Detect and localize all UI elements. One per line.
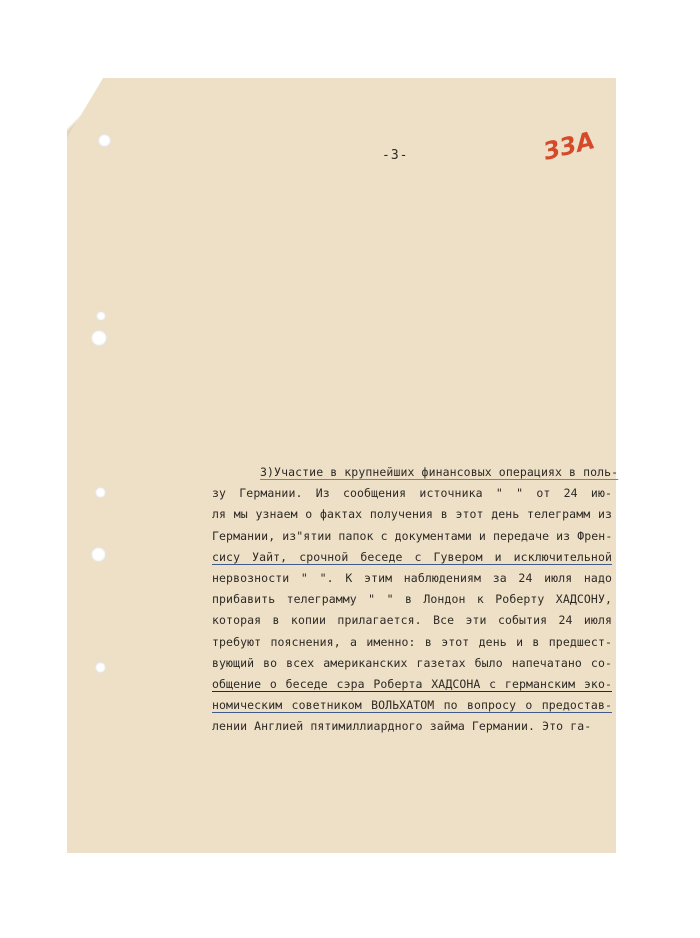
punch-hole-4: [95, 487, 106, 498]
page-number: -3-: [382, 148, 409, 163]
document-body: [212, 462, 619, 738]
text-line-13: лении Англией пятимиллиардного займа Германии. Это га-: [212, 719, 592, 734]
text-line-5: сису Уайт, срочной беседе с Гувером и исключительной: [212, 549, 612, 564]
text-line-4: Германии, из"ятии папок с документами и передаче из Френ-: [212, 528, 613, 543]
archive-number-handwritten: 33А: [540, 126, 598, 166]
text-line-3: ля мы узнаем о фактах получения в этот день телеграмм из: [212, 507, 612, 522]
punch-hole-1: [98, 134, 111, 147]
text-line-1: 3)Участие в крупнейших финансовых операциях в поль-: [260, 465, 619, 479]
text-line-2: зу Германии. Из сообщения источника " " от 24 ию-: [212, 486, 612, 501]
punch-hole-6: [95, 662, 106, 673]
punch-hole-5: [91, 547, 106, 562]
text-line-12: номическим советником ВОЛЬХАТОМ по вопросу о предостав-: [212, 698, 612, 713]
text-line-7: прибавить телеграмму " " в Лондон к Роберту ХАДСОНУ,: [212, 592, 612, 607]
text-line-11: общение о беседе сэра Роберта ХАДСОНА с германским эко-: [212, 677, 612, 692]
text-line-9: требуют пояснения, а именно: в этот день и в предшест-: [212, 634, 612, 649]
text-line-8: которая в копии прилагается. Все эти события 24 июля: [212, 613, 612, 628]
text-line-6: нервозности " ". К этим наблюдениям за 24 июля надо: [212, 571, 612, 586]
punch-hole-3: [91, 330, 107, 346]
text-line-10: вующий во всех американских газетах было напечатано со-: [212, 655, 612, 670]
punch-hole-2: [96, 311, 106, 321]
